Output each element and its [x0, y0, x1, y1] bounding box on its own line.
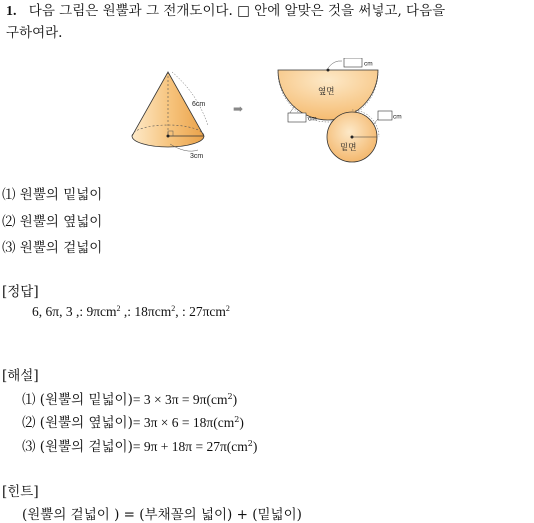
explanation-marker: ⑶ [22, 439, 36, 455]
explanation-lhs: (원뿔의 밑넓이) [39, 392, 133, 408]
subquestion-2 [2, 210, 102, 230]
arc-length-unit: cm [308, 115, 317, 123]
base-circle-label: 밑면 [340, 143, 357, 153]
arc-length-box [288, 113, 306, 122]
explanation-rhs: = 9π + 18π = 27π(cm [132, 439, 248, 454]
explanation-marker: ⑴ [22, 392, 36, 408]
answer-header: [정답] [2, 284, 39, 300]
explanation-tail: ) [252, 439, 258, 454]
explanation-line-3 [22, 435, 257, 455]
explanation-sup: 2 [247, 439, 253, 448]
sector-radius-box [344, 58, 362, 67]
base-circle-net [327, 110, 402, 162]
hint-text: (원뿔의 겉넓이 ) = (부채꼴의 넓이) + (밑넓이) [22, 507, 302, 523]
answer-part-b: ,: 18πcm [120, 304, 172, 319]
hint-header: [힌트] [2, 484, 39, 500]
explanation-sup: 2 [227, 392, 233, 401]
sector-net [278, 58, 378, 123]
explanation-lhs: (원뿔의 겉넓이) [39, 439, 133, 455]
explanation-tail: ) [232, 392, 238, 407]
subquestion-marker: ⑶ [2, 240, 16, 256]
subquestion-3 [2, 236, 102, 256]
explanation-tail: ) [239, 415, 244, 430]
subquestion-text: 원뿔의 겉넓이 [19, 240, 103, 256]
explanation-line-1 [22, 388, 237, 408]
cone-shape [132, 72, 208, 160]
subquestion-text: 원뿔의 옆넓이 [19, 214, 103, 230]
subquestion-text: 원뿔의 밑넓이 [19, 187, 103, 203]
base-radius-unit: cm [393, 113, 402, 121]
subquestion-marker: ⑴ [2, 187, 16, 203]
explanation-rhs: = 3π × 6 = 18π(cm [132, 415, 235, 430]
subquestion-marker: ⑵ [2, 214, 16, 230]
explanation-rhs: = 3 × 3π = 9π(cm [132, 392, 228, 407]
answer-sup: 2 [225, 304, 230, 313]
question-text: 다음 그림은 원뿔과 그 전개도이다. □ 안에 알맞은 것을 써넣고, 다음을 [28, 3, 446, 19]
base-radius-box [378, 111, 392, 120]
answer-sup: 2 [116, 304, 121, 313]
cone-figure [120, 58, 420, 172]
explanation-header: [해설] [2, 368, 39, 384]
answer-part-c: , : 27πcm [175, 304, 226, 319]
answer-line [32, 304, 230, 320]
answer-part-a: 6, 6π, 3 ,: 9πcm [32, 304, 117, 319]
question-line-1 [6, 0, 445, 23]
explanation-line-2 [22, 411, 244, 431]
cone-radius-label: 3cm [190, 153, 204, 160]
explanation-lhs: (원뿔의 옆넓이) [39, 415, 133, 431]
subquestion-1 [2, 183, 102, 203]
answer-sup: 2 [171, 304, 176, 313]
explanation-marker: ⑵ [22, 415, 36, 431]
arrow-icon: ➡ [233, 102, 244, 116]
explanation-sup: 2 [234, 415, 240, 424]
question-line-2: 구하여라. [6, 25, 63, 41]
cone-and-net-diagram [120, 58, 420, 168]
question-number: 1. [6, 4, 17, 19]
cone-slant-label: 6cm [192, 101, 206, 108]
sector-label: 옆면 [318, 87, 335, 97]
sector-radius-unit: cm [364, 60, 373, 68]
